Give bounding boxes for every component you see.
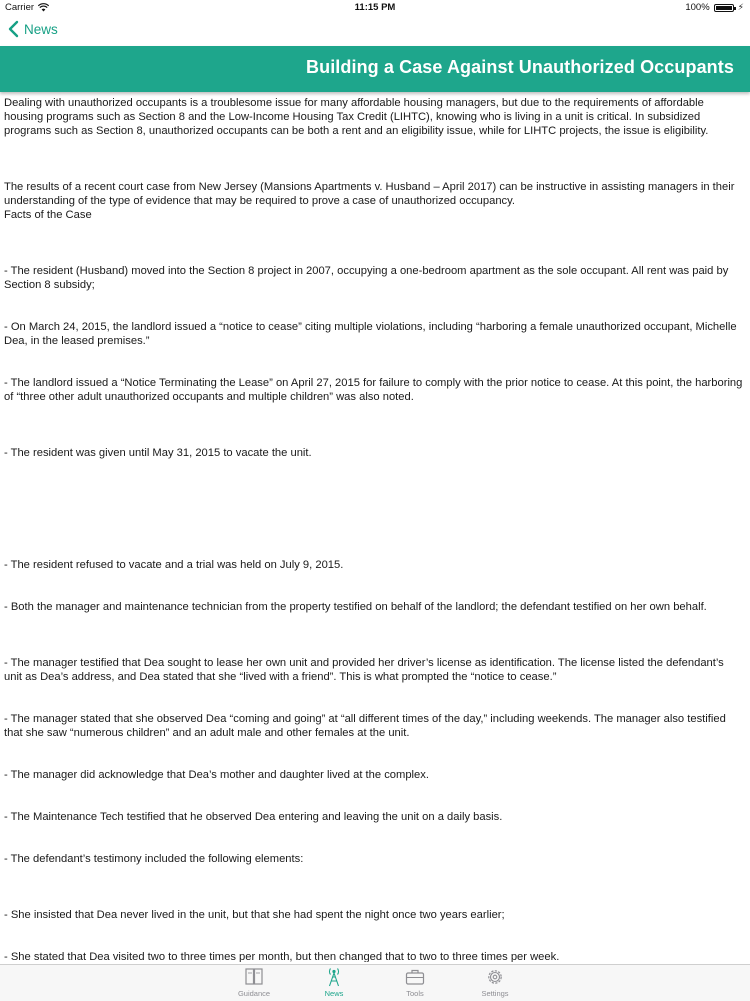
tab-label: Settings [481, 989, 509, 998]
tab-news[interactable] [304, 967, 364, 998]
book-icon [243, 967, 265, 987]
tab-guidance[interactable] [224, 967, 284, 998]
status-right [685, 2, 744, 13]
article-paragraph: - The resident was given until May 31, 2015 to vacate the unit. [4, 447, 312, 459]
chevron-left-icon [7, 20, 21, 38]
article-paragraph: - She stated that Dea visited two to three times per month, but then changed that to two to three times per week. [4, 951, 560, 962]
navigation-bar [0, 16, 750, 46]
antenna-icon [323, 967, 345, 987]
article-paragraph: The results of a recent court case from New Jersey (Mansions Apartments v. Husband – April 2017) can be instructive in assisting managers in their understanding of the type of evidence that may be required to prove a case of unauthorized occupancy. [4, 181, 735, 207]
tab-bar [0, 964, 750, 1001]
article-paragraph: - The manager testified that Dea sought to lease her own unit and provided her driver’s license as identification. The license listed the defendant’s unit as Dea’s address, and Dea stated that she “lived with a friend”. This is what prompted the “notice to cease.” [4, 657, 724, 683]
tab-label: Guidance [237, 989, 271, 998]
article-paragraph: - The resident (Husband) moved into the Section 8 project in 2007, occupying a one-bedroom apartment as the sole occupant. All rent was paid by Section 8 subsidy; [4, 265, 729, 291]
article-paragraph: - The Maintenance Tech testified that he observed Dea entering and leaving the unit on a daily basis. [4, 811, 503, 823]
carrier-label: Carrier [5, 2, 35, 13]
tab-label: News [324, 989, 344, 998]
article-title-banner [0, 46, 750, 92]
status-bar [0, 0, 750, 16]
article-title: Building a Case Against Unauthorized Occupants [306, 57, 734, 77]
back-label: News [24, 21, 58, 37]
article-paragraph: - The manager did acknowledge that Dea’s mother and daughter lived at the complex. [4, 769, 429, 781]
status-time: 11:15 PM [354, 2, 396, 13]
article-paragraph: - Both the manager and maintenance technician from the property testified on behalf of the landlord; the defendant testified on her own behalf. [4, 601, 707, 613]
battery-percent: 100% [685, 2, 710, 13]
article-paragraph: - On March 24, 2015, the landlord issued a “notice to cease” citing multiple violations, including “harboring a female unauthorized occupant, Michelle Dea, in the leased premises.” [4, 321, 737, 347]
toolbox-icon [404, 967, 426, 987]
article-paragraph: - The landlord issued a “Notice Terminating the Lease” on April 27, 2015 for failure to comply with the prior notice to cease. At this point, the harboring of “three other adult unauthorized occupants and multiple children” was also noted. [4, 377, 743, 403]
tab-settings[interactable] [465, 967, 525, 998]
article-body[interactable] [0, 92, 750, 962]
article-paragraph: - The resident refused to vacate and a trial was held on July 9, 2015. [4, 559, 344, 571]
back-button[interactable] [7, 20, 58, 38]
article-paragraph: - The manager stated that she observed Dea “coming and going” at “all different times of the day,” including weekends. The manager also testified that she saw “numerous children” and an adult male and other females at the unit. [4, 713, 726, 739]
article-paragraph: - She insisted that Dea never lived in the unit, but that she had spent the night once two years earlier; [4, 909, 505, 921]
charging-bolt-icon: ⚡ [737, 2, 744, 12]
tab-tools[interactable] [385, 967, 445, 998]
tab-label: Tools [406, 989, 424, 998]
gear-icon [484, 967, 506, 987]
article-paragraph: - The defendant’s testimony included the following elements: [4, 853, 304, 865]
section-heading: Facts of the Case [4, 209, 92, 221]
article-paragraph: Dealing with unauthorized occupants is a troublesome issue for many affordable housing managers, but due to the requirements of affordable housing programs such as Section 8 and the Low-Income Housing Tax Credit (LIHTC), knowing who is living in a unit is critical. In subsidized programs such as Section 8, unauthorized occupants can be both a rent and an eligibility issue, while for LIHTC projects, the issue is eligibility. [4, 97, 709, 137]
battery-icon [714, 4, 734, 12]
